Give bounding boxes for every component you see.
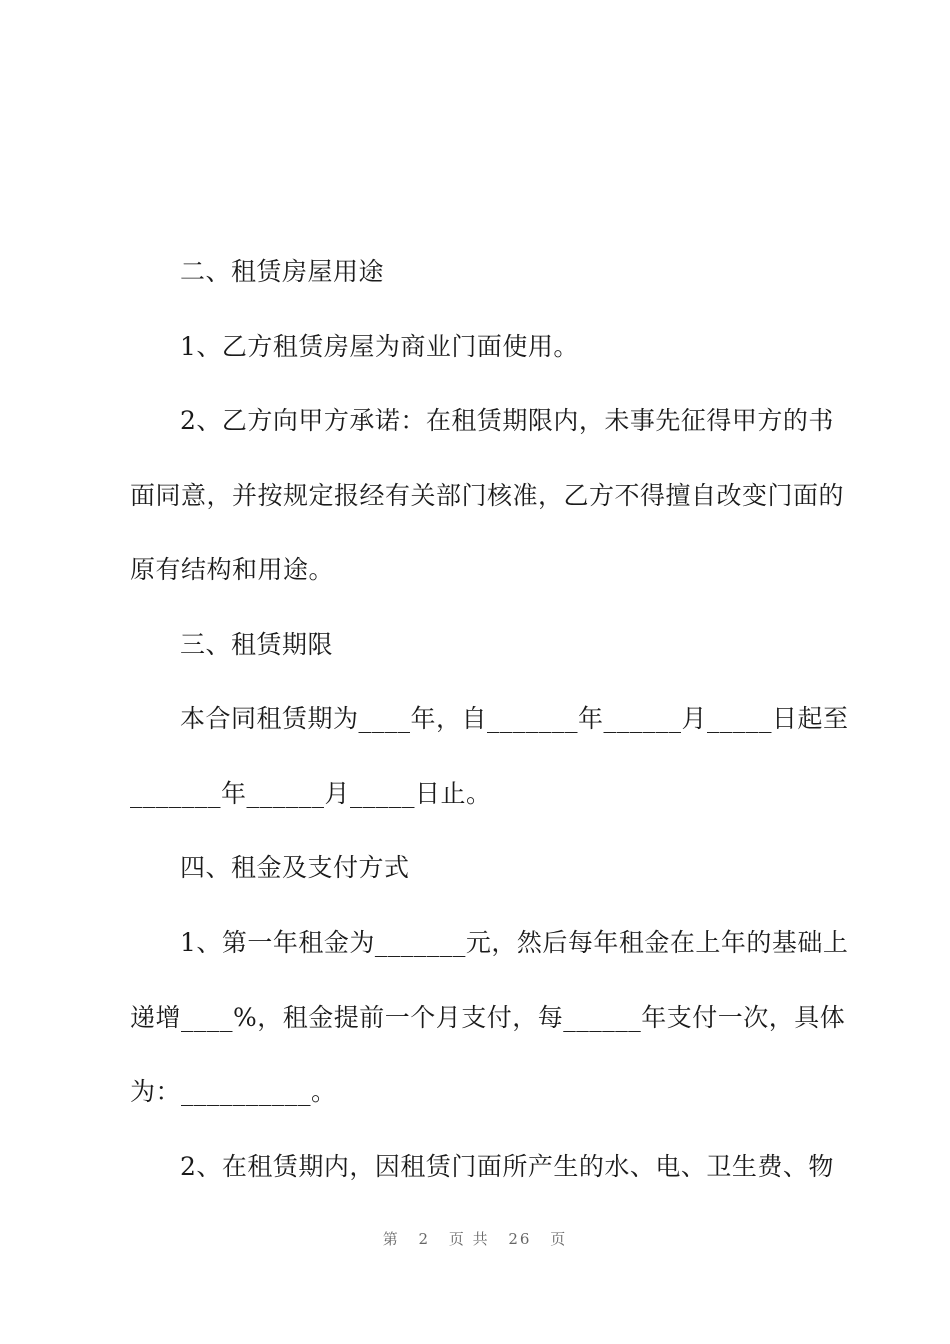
section-heading-term: 三、租赁期限 [180, 630, 334, 659]
paragraph-line: 为：__________。 [130, 1077, 337, 1106]
paragraph-line: 1、第一年租金为_______元，然后每年租金在上年的基础上 [180, 928, 849, 957]
page-footer [0, 1228, 950, 1249]
section-heading-usage: 二、租赁房屋用途 [180, 257, 385, 286]
footer-label-pages: 页 [550, 1230, 568, 1248]
paragraph-line: 1、乙方租赁房屋为商业门面使用。 [180, 332, 579, 361]
paragraph-line: _______年______月_____日止。 [130, 779, 492, 808]
footer-total-pages: 26 [508, 1230, 532, 1248]
paragraph-line: 本合同租赁期为____年，自_______年______月_____日起至 [180, 704, 849, 733]
footer-label-page: 第 [382, 1230, 400, 1248]
paragraph-line: 2、乙方向甲方承诺：在租赁期限内，未事先征得甲方的书 [180, 406, 834, 435]
section-heading-rent: 四、租金及支付方式 [180, 853, 410, 882]
paragraph-line: 原有结构和用途。 [130, 555, 335, 584]
footer-label-of: 页 共 [448, 1230, 490, 1248]
footer-page-number: 2 [418, 1230, 431, 1248]
paragraph-line: 2、在租赁期内，因租赁门面所产生的水、电、卫生费、物 [180, 1152, 834, 1181]
paragraph-line: 面同意，并按规定报经有关部门核准，乙方不得擅自改变门面的 [130, 481, 845, 510]
paragraph-line: 递增____%，租金提前一个月支付，每______年支付一次，具体 [130, 1003, 846, 1032]
